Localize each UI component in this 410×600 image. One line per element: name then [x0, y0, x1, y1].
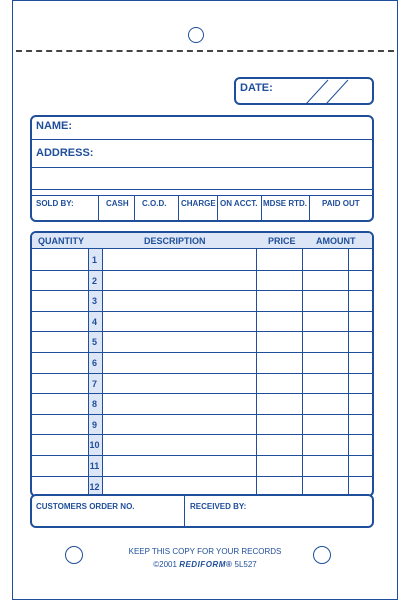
row-line	[32, 414, 372, 415]
date-slash-2	[326, 80, 348, 104]
footer-notice: KEEP THIS COPY FOR YOUR RECORDS	[128, 547, 282, 556]
payment-paid-out: PAID OUT	[322, 199, 360, 208]
line-number: 4	[91, 316, 97, 327]
sold-by-divider-6	[309, 195, 310, 220]
line-number: 9	[91, 419, 97, 430]
column-price: PRICE	[268, 236, 296, 246]
footer-product-code: 5L527	[234, 560, 257, 569]
binding-hole-top	[188, 27, 204, 43]
address-line-2	[32, 189, 372, 190]
sold-by-divider-3	[178, 195, 179, 220]
row-line	[32, 352, 372, 353]
line-number: 10	[89, 440, 100, 451]
sold-by-label: SOLD BY:	[36, 199, 74, 208]
column-description: DESCRIPTION	[144, 236, 206, 246]
row-line	[32, 270, 372, 271]
row-line	[32, 331, 372, 332]
column-quantity: QUANTITY	[38, 236, 84, 246]
sold-by-divider-4	[217, 195, 218, 220]
payment-on-account: ON ACCT.	[220, 199, 258, 208]
date-box	[234, 77, 374, 105]
line-number: 6	[91, 358, 97, 368]
payment-mdse-returned: MDSE RTD.	[263, 199, 307, 208]
line-number: 2	[91, 275, 97, 286]
sold-by-divider-5	[261, 195, 262, 220]
line-items-table	[30, 231, 374, 497]
row-line	[32, 434, 372, 435]
received-by-label: RECEIVED BY:	[190, 502, 247, 511]
payment-cash: CASH	[106, 199, 129, 208]
row-line	[32, 476, 372, 477]
row-line	[32, 311, 372, 312]
customer-info-box	[30, 115, 374, 222]
perforation-line	[16, 50, 394, 52]
line-number: 5	[91, 337, 97, 348]
row-line	[32, 393, 372, 394]
sold-by-divider-2	[134, 195, 135, 220]
footer-copyright: ©2001	[153, 560, 177, 569]
row-line	[32, 373, 372, 374]
date-label: DATE:	[240, 82, 273, 94]
sold-by-divider-1	[98, 195, 99, 220]
line-number: 1	[91, 255, 97, 265]
line-number: 7	[91, 378, 97, 389]
line-number: 8	[91, 399, 97, 410]
address-line-1	[32, 167, 372, 168]
date-separators	[236, 79, 376, 107]
order-received-divider	[184, 496, 185, 526]
payment-cod: C.O.D.	[142, 199, 167, 208]
date-slash-1	[306, 80, 328, 104]
order-received-box	[30, 494, 374, 528]
row-line	[32, 290, 372, 291]
line-number: 3	[91, 296, 97, 307]
sold-by-row-top	[32, 195, 372, 196]
name-label: NAME:	[36, 120, 73, 132]
row-line	[32, 455, 372, 456]
customers-order-label: CUSTOMERS ORDER NO.	[36, 502, 135, 511]
line-number: 12	[89, 481, 100, 492]
payment-charge: CHARGE	[181, 199, 216, 208]
address-label: ADDRESS:	[36, 147, 94, 159]
line-number: 11	[89, 461, 100, 471]
brand-logo: REDIFORM®	[179, 560, 233, 569]
name-line	[32, 139, 372, 140]
column-amount: AMOUNT	[316, 236, 356, 246]
footer-credits	[0, 560, 410, 570]
